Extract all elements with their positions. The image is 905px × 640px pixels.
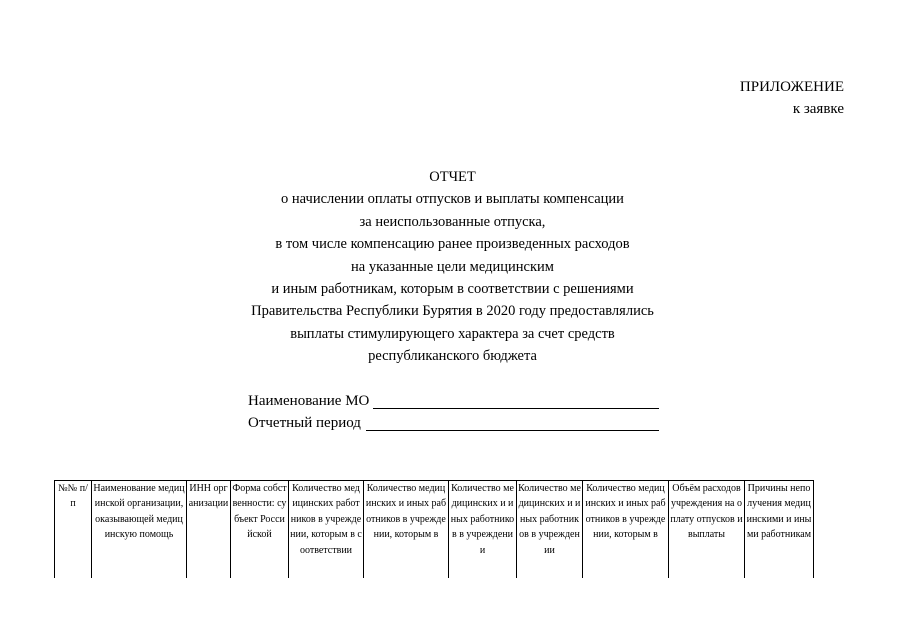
column-header: Количество медицинских и иных работников в учреждении xyxy=(449,481,517,580)
page-clip xyxy=(0,578,905,640)
column-header: ИНН организации xyxy=(187,481,231,580)
report-title-line: ОТЧЕТ xyxy=(429,169,476,185)
reporting-period-underline xyxy=(366,430,659,431)
mo-name-underline xyxy=(373,408,659,409)
appendix-title: ПРИЛОЖЕНИЕ xyxy=(739,79,844,95)
appendix-header xyxy=(740,76,844,120)
column-header: Количество медицинских и иных работников в учреждении xyxy=(517,481,583,580)
column-header: Количество медицинских и иных работников в учреждении, которым в xyxy=(364,481,449,580)
reporting-period-field[interactable] xyxy=(248,412,369,434)
report-title-line: и иным работникам, которым в соответствии с решениями xyxy=(271,281,634,298)
report-title-line: республиканского бюджета xyxy=(368,348,537,365)
report-title-line: о начислении оплаты отпусков и выплаты компенсации xyxy=(281,191,624,208)
report-title-line: за неиспользованные отпуска, xyxy=(359,213,546,230)
report-title-line: в том числе компенсацию ранее произведенных расходов xyxy=(275,236,630,253)
column-header: Причины неполучения медицинскими и иными работникам xyxy=(745,481,814,580)
report-title xyxy=(0,166,905,368)
report-table xyxy=(54,480,814,580)
report-title-line: на указанные цели медицинским xyxy=(351,258,554,275)
appendix-subtitle: к заявке xyxy=(792,101,844,117)
mo-name-label: Наименование МО xyxy=(248,393,370,409)
column-header: Количество медицинских работников в учреждении, которым в соответствии xyxy=(289,481,364,580)
table-header-row xyxy=(55,481,814,580)
reporting-period-label: Отчетный период xyxy=(248,415,361,431)
report-title-line: выплаты стимулирующего характера за счет средств xyxy=(290,325,615,342)
column-header: Наименование медицинской организации, оказывающей медицинскую помощь xyxy=(92,481,187,580)
column-header: Количество медицинских и иных работников в учреждении, которым в xyxy=(583,481,669,580)
column-header: Форма собственности: субъект Российской xyxy=(231,481,289,580)
column-header: №№ п/п xyxy=(55,481,92,580)
mo-name-field[interactable] xyxy=(248,390,369,412)
column-header: Объём расходов учреждения на оплату отпусков и выплаты xyxy=(669,481,745,580)
report-title-line: Правительства Республики Бурятия в 2020 году предоставлялись xyxy=(251,303,654,320)
report-fields xyxy=(248,390,369,434)
